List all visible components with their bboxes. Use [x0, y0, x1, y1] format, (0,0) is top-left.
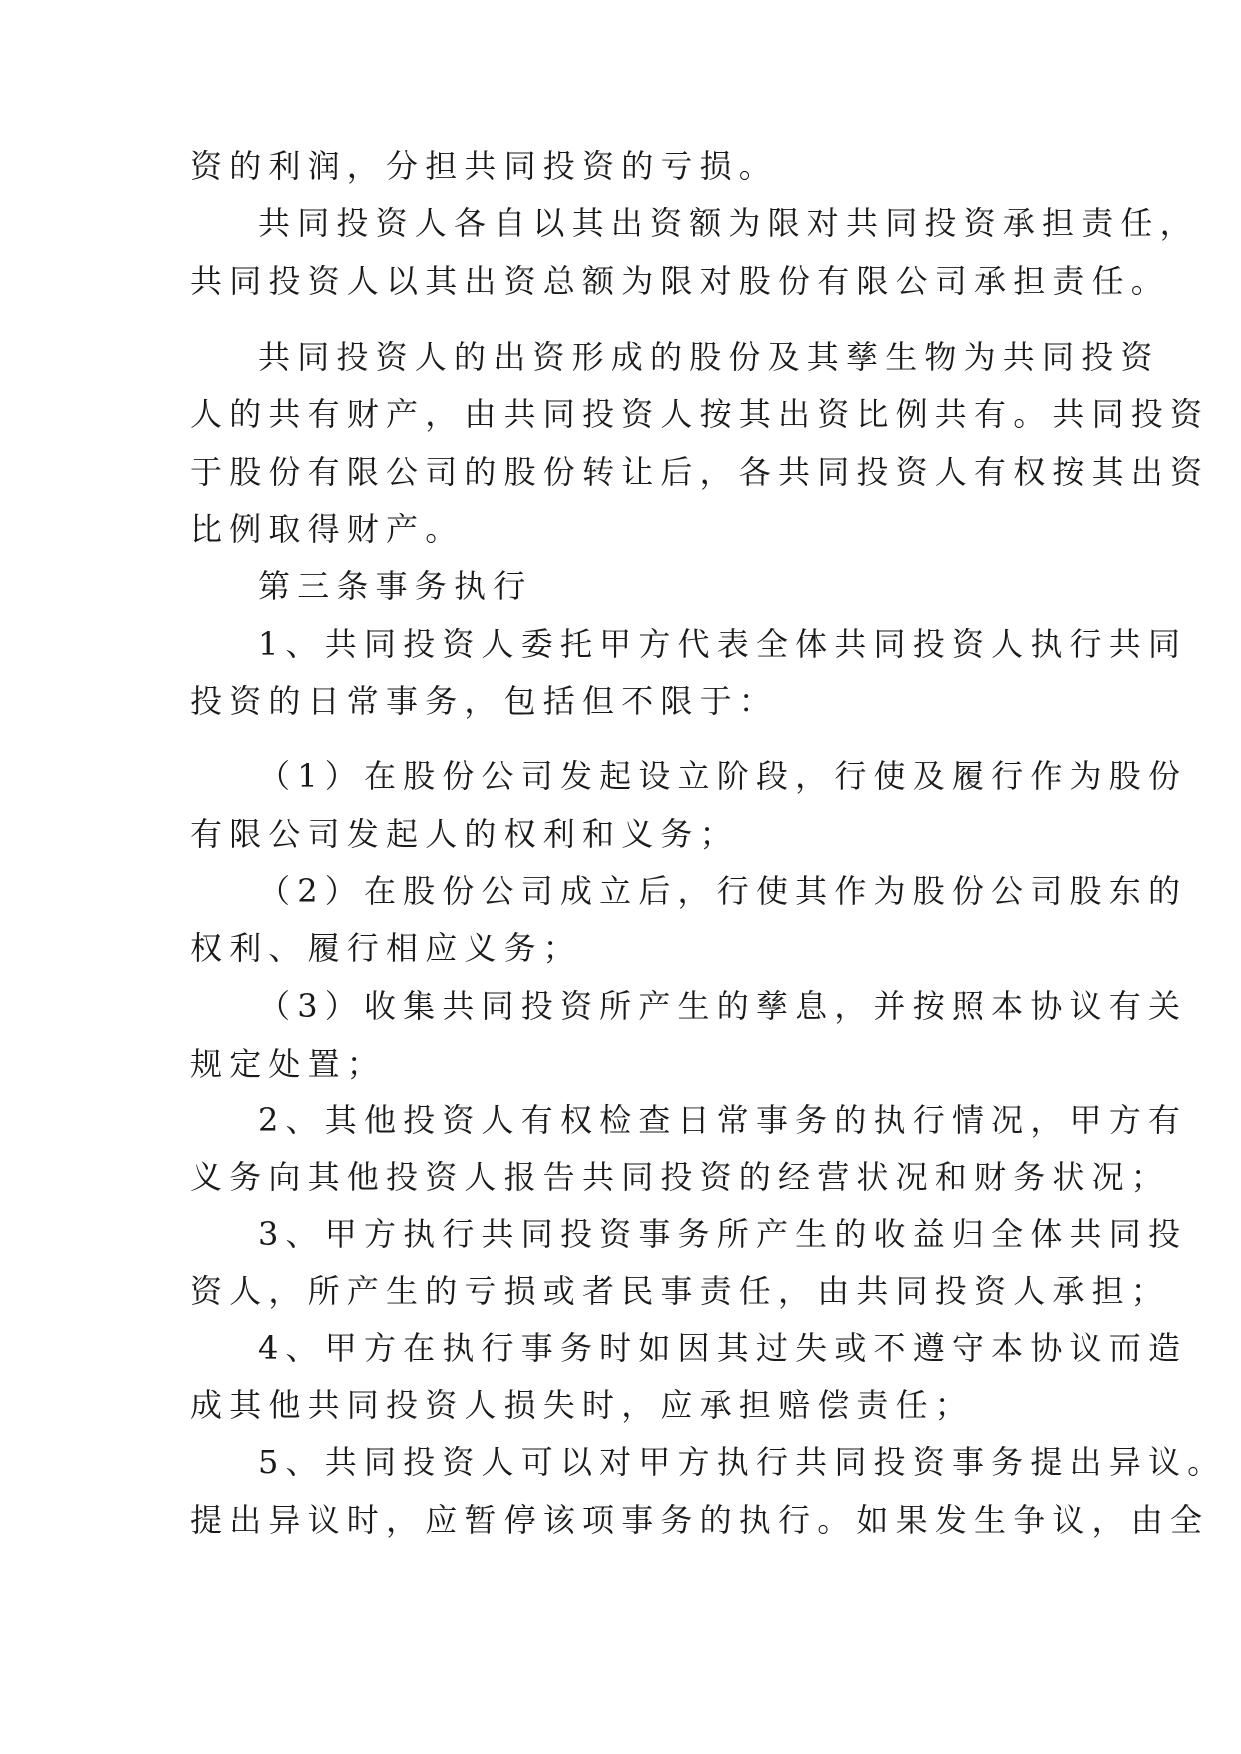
text-line: 提出异议时，应暂停该项事务的执行。如果发生争议，由全 — [190, 1501, 1210, 1539]
text-line: 3、甲方执行共同投资事务所产生的收益归全体共同投 — [258, 1215, 1188, 1253]
text-line: 有限公司发起人的权利和义务； — [190, 815, 739, 853]
text-line: 1、共同投资人委托甲方代表全体共同投资人执行共同 — [258, 625, 1188, 663]
text-line: 规定处置； — [190, 1045, 387, 1083]
text-line: 投资的日常事务，包括但不限于： — [190, 682, 779, 720]
text-line: 共同投资人各自以其出资额为限对共同投资承担责任， — [258, 204, 1199, 242]
text-line: 义务向其他投资人报告共同投资的经营状况和财务状况； — [190, 1158, 1171, 1196]
text-line: 成其他共同投资人损失时，应承担赔偿责任； — [190, 1386, 975, 1424]
text-line: 4、甲方在执行事务时如因其过失或不遵守本协议而造 — [258, 1329, 1188, 1367]
text-line: 比例取得财产。 — [190, 510, 465, 548]
text-line: （1）在股份公司发起设立阶段，行使及履行作为股份 — [258, 757, 1188, 795]
text-line: 资人，所产生的亏损或者民事责任，由共同投资人承担； — [190, 1272, 1171, 1310]
text-line: 权利、履行相应义务； — [190, 929, 583, 967]
text-line: 2、其他投资人有权检查日常事务的执行情况，甲方有 — [258, 1101, 1188, 1139]
section-heading: 第三条事务执行 — [258, 567, 533, 605]
text-line: 资的利润，分担共同投资的亏损。 — [190, 147, 779, 185]
text-line: 于股份有限公司的股份转让后，各共同投资人有权按其出资 — [190, 453, 1210, 491]
text-line: （2）在股份公司成立后，行使其作为股份公司股东的 — [258, 872, 1188, 910]
text-line: 共同投资人以其出资总额为限对股份有限公司承担责任。 — [190, 262, 1171, 300]
text-line: （3）收集共同投资所产生的孳息，并按照本协议有关 — [258, 987, 1188, 1025]
text-line: 人的共有财产，由共同投资人按其出资比例共有。共同投资 — [190, 395, 1210, 433]
text-line: 5、共同投资人可以对甲方执行共同投资事务提出异议。 — [258, 1443, 1227, 1481]
text-line: 共同投资人的出资形成的股份及其孳生物为共同投资 — [258, 338, 1160, 376]
